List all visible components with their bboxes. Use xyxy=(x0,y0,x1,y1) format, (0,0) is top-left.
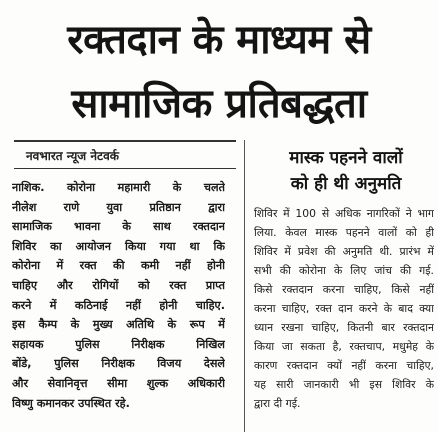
headline-line-1: रक्तदान के माध्यम से xyxy=(67,17,371,63)
body-line: इस कैम्प के मुख्य अतिथि के रूप में xyxy=(12,318,225,332)
body-line: शिविर में 100 से अधिक नागरिकों ने भाग xyxy=(254,207,434,220)
body-line: चाहिए और रोगियों को रक्त प्राप्त xyxy=(12,278,225,292)
body-line: करना चाहिए, रक्त दान करने के बाद क्या xyxy=(254,302,434,315)
body-line: शिविर में प्रवेश की अनुमति थी. प्रारंभ में xyxy=(254,245,434,258)
byline-rule xyxy=(14,140,236,142)
column-divider xyxy=(244,140,245,432)
subhead-line-2: को ही थी अनुमति xyxy=(290,174,402,194)
body-line: सामाजिक भावना के साथ रक्तदान xyxy=(12,220,225,234)
body-line: करने में कठिनाई नहीं होनी चाहिए. xyxy=(12,298,225,312)
body-line: सभी की कोरोना के लिए जांच की गई. xyxy=(254,264,434,277)
body-line: नाशिक. कोरोना महामारी के चलते xyxy=(12,181,225,194)
body-line: किया जा सकता है, रक्तचाप, मधुमेह के xyxy=(254,340,434,353)
body-line: कोरोना में रक्त की कमी नहीं होनी xyxy=(12,259,225,273)
body-line: शिविर का आयोजन किया गया था कि xyxy=(12,239,225,253)
body-line: नीलेश राणे युवा प्रतिष्ठान द्वारा xyxy=(12,200,225,214)
left-column-body xyxy=(12,178,225,413)
body-line: विष्णु कमानकर उपस्थित रहे. xyxy=(12,396,130,410)
body-line: और सेवानिवृत्त सीमा शुल्क अधिकारी xyxy=(12,376,225,390)
body-line: कारण रक्तदान क्यों नहीं करना चाहिए, xyxy=(254,359,434,372)
byline-rule-bottom xyxy=(14,168,236,169)
body-line: ध्यान रखना चाहिए, कितनी बार रक्तदान xyxy=(254,321,434,334)
byline: नवभारत न्यूज नेटवर्क xyxy=(26,149,119,163)
body-line: बोंडे, पुलिस निरीक्षक विजय देसले xyxy=(12,357,225,371)
body-line: किसे रक्तदान करना चाहिए, किसे नहीं xyxy=(254,283,434,296)
subhead-line-1: मास्क पहनने वालों xyxy=(289,148,403,168)
body-line: सहायक पुलिस निरीक्षक निखिल xyxy=(12,337,225,351)
headline-line-2: सामाजिक प्रतिबद्धता xyxy=(71,81,367,127)
body-line: द्वारा दी गई. xyxy=(254,397,301,410)
body-line: यह सारी जानकारी भी इस शिविर के xyxy=(254,378,434,391)
body-line: लिया. केवल मास्क पहनने वालों को ही xyxy=(254,226,434,239)
right-column-body xyxy=(254,204,434,413)
